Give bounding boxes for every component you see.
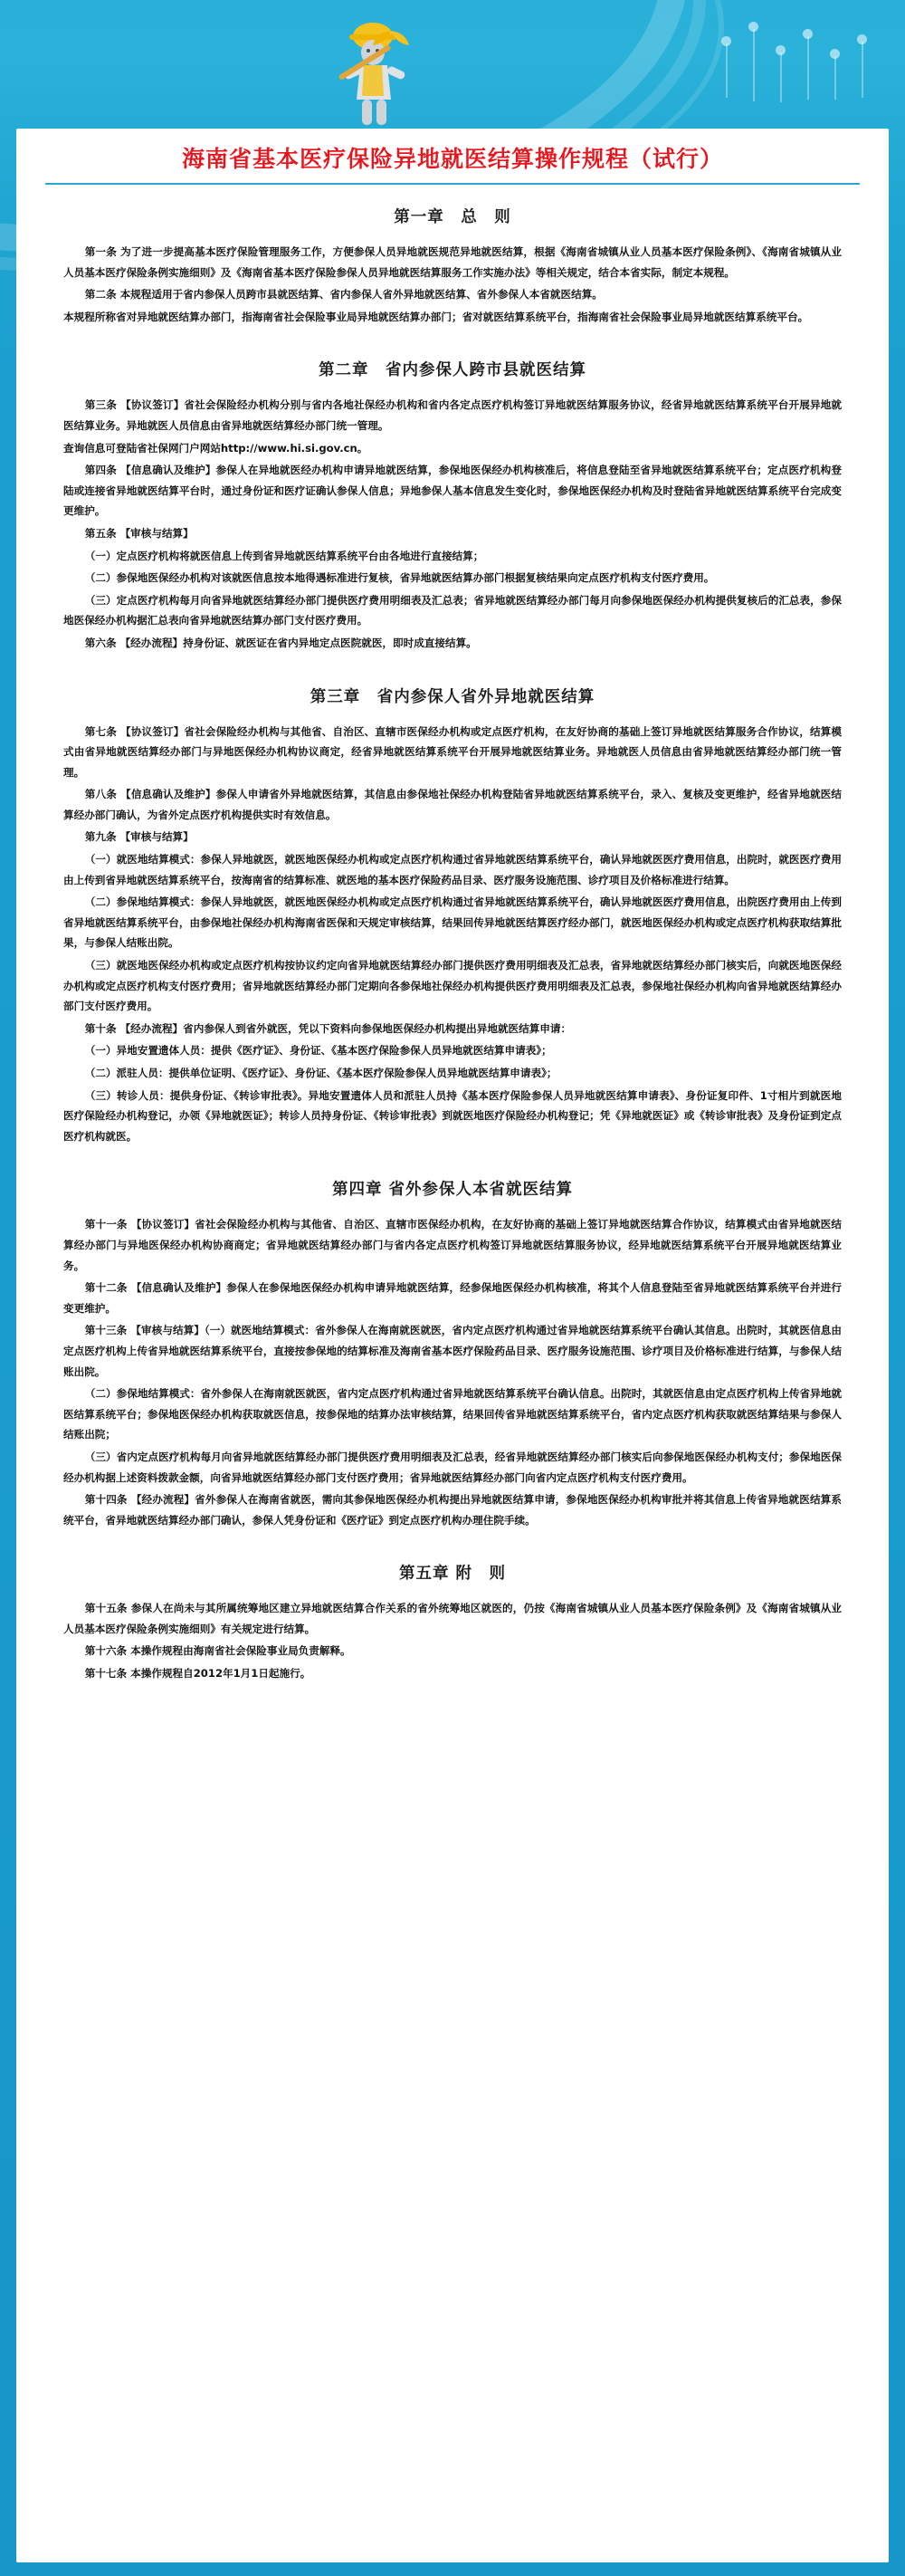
paragraph: （三）转诊人员：提供身份证、《转诊审批表》。异地安置遗体人员和派驻人员持《基本医疗保险参保人员异地就医结算申请表》、身份证复印件、1寸相片到就医地医疗保险经办机构登记，办领《异地就医证》；转诊人员持身份证、《转诊审批表》到就医地医疗保险经办机构登记；凭《异地就医证》或《转诊审批表》及身份证到定点医疗机构就医。 [63, 1088, 842, 1143]
paragraph: （一）就医地结算模式：参保人异地就医，就医地医保经办机构或定点医疗机构通过省异地就医结算系统平台，确认异地就医医疗费用信息，出院时，就医医疗费用由上传到省异地就医结算系统平台，按海南省的结算标准、就医地的基本医疗保险药品目录、医疗服务设施范围、诊疗项目及价格标准进行结算。 [63, 853, 842, 886]
title-block [16, 129, 889, 185]
paragraph: 第十七条 本操作规程自2012年1月1日起施行。 [84, 1667, 311, 1681]
paragraph: 第三条 【协议签订】省社会保险经办机构分别与省内各地社保经办机构和省内各定点医疗机构签订异地就医结算服务协议，经省异地就医结算系统平台开展异地就医结算业务。异地就医人员信息由省异地就医结算经办部门统一管理。 [63, 398, 842, 432]
paragraph: （三）就医地医保经办机构或定点医疗机构按协议约定向省异地就医结算经办部门提供医疗费用明细表及汇总表，省异地就医结算经办部门核实后，向就医地医保经办机构或定点医疗机构支付医疗费用；省异地就医结算经办部门定期向各参保地社保经办机构提供医疗费用明细表及汇总表，参保地社保经办机构向省异地就医结算经办部门支付医疗费用。 [63, 959, 842, 1013]
paragraph: 第二条 本规程适用于省内参保人员跨市县就医结算、省内参保人省外异地就医结算、省外参保人本省就医结算。 [84, 288, 603, 302]
chapter-heading-3: 第三章 省内参保人省外异地就医结算 [310, 687, 595, 706]
chapter-heading-2: 第二章 省内参保人跨市县就医结算 [319, 361, 586, 380]
paragraph: 第五条 【审核与结算】 [84, 526, 194, 540]
paragraph: 第十五条 参保人在尚未与其所属统筹地区建立异地就医结算合作关系的省外统筹地区就医的，仍按《海南省城镇从业人员基本医疗保险条例》及《海南省城镇从业人员基本医疗保险条例实施细则》有关规定进行结算。 [63, 1602, 842, 1635]
page-title: 海南省基本医疗保险异地就医结算操作规程（试行） [181, 146, 723, 172]
paragraph: 第十二条 【信息确认及维护】参保人在参保地医保经办机构申请异地就医结算，经参保地医保经办机构核准，将其个人信息登陆至省异地就医结算系统平台并进行变更维护。 [63, 1281, 842, 1315]
paragraph: 查询信息可登陆省社保网门户网站http://www.hi.si.gov.cn。 [63, 441, 368, 455]
construction-worker-mascot-icon [308, 16, 443, 127]
chapter-heading-5: 第五章 附 则 [398, 1565, 507, 1584]
paragraph: 第九条 【审核与结算】 [84, 830, 194, 844]
paragraph: （一）异地安置遗体人员：提供《医疗证》、身份证、《基本医疗保险参保人员异地就医结算申请表》； [84, 1044, 552, 1058]
paragraph: 第十条 【经办流程】省内参保人到省外就医，凭以下资料向参保地医保经办机构提出异地就医结算申请： [84, 1021, 572, 1035]
paragraph: 第四条 【信息确认及维护】参保人在异地就医经办机构申请异地就医结算，参保地医保经办机构核准后，将信息登陆至省异地就医结算系统平台；定点医疗机构登陆或连接省异地就医结算平台时，通过身份证和医疗证确认参保人信息；异地参保人基本信息发生变化时，参保地医保经办机构及时登陆省异地就医结算系统平台完成变更维护。 [63, 464, 842, 518]
paragraph: 第一条 为了进一步提高基本医疗保险管理服务工作，方便参保人员异地就医规范异地就医结算，根据《海南省城镇从业人员基本医疗保险条例》、《海南省城镇从业人员基本医疗保险条例实施细则》及《海南省基本医疗保险参保人员异地就医结算服务工作实施办法》等相关规定，结合本省实际，制定本规程。 [63, 245, 842, 279]
dot-grid-decoration [717, 16, 880, 116]
paragraph: 第八条 【信息确认及维护】参保人申请省外异地就医结算，其信息由参保地社保经办机构登陆省异地就医结算系统平台，录入、复核及变更维护，经省异地就医结算经办部门确认，为省外定点医疗机构提供实时有效信息。 [63, 788, 842, 821]
chapter-heading-4: 第四章 省外参保人本省就医结算 [331, 1181, 574, 1200]
paragraph: 第六条 【经办流程】持身份证、就医证在省内异地定点医院就医，即时成直接结算。 [84, 636, 477, 649]
chapter-heading-1: 第一章 总 则 [394, 208, 511, 226]
paragraph: （二）派驻人员：提供单位证明、《医疗证》、身份证、《基本医疗保险参保人员异地就医结算申请表》； [84, 1067, 557, 1079]
paragraph: 第十三条 【审核与结算】（一）就医地结算模式：省外参保人在海南就医就医，省内定点医疗机构通过省异地就医结算系统平台确认其信息。出院时，其就医信息由定点医疗机构上传省异地就医结算系统平台，直接按参保地的结算标准及海南省基本医疗保险药品目录、医疗服务设施范围、诊疗项目及价格标准进行结算，与参保人结账出院。 [63, 1324, 842, 1378]
title-divider [45, 183, 860, 185]
paragraph: （二）参保地医保经办机构对该就医信息按本地得遇标准进行复核，省异地就医结算办部门根据复核结果向定点医疗机构支付医疗费用。 [84, 571, 715, 585]
paragraph: （一）定点医疗机构将就医信息上传到省异地就医结算系统平台由各地进行直接结算； [84, 549, 484, 562]
paragraph: 第十一条 【协议签订】省社会保险经办机构与其他省、自治区、直辖市医保经办机构，在友好协商的基础上签订异地就医结算合作协议，结算模式由省异地就医结算经办部门与异地医保经办机构协商商定；省异地就医结算经办部门与省内各定点医疗机构签订异地就医结算服务协议，经异地就医结算系统平台开展异地就医结算业务。 [63, 1218, 842, 1272]
paragraph: 本规程所称省对异地就医结算办部门，指海南省社会保险事业局异地就医结算办部门；省对就医结算系统平台，指海南省社会保险事业局异地就医结算系统平台。 [63, 310, 809, 323]
paragraph: 第十四条 【经办流程】省外参保人在海南省就医，需向其参保地医保经办机构提出异地就医结算申请，参保地医保经办机构审批并将其信息上传省异地就医结算系统平台，省异地就医结算经办部门确认，参保人凭身份证和《医疗证》到定点医疗机构办理住院手续。 [63, 1493, 842, 1527]
paragraph: （二）参保地结算模式：参保人异地就医，就医地医保经办机构或定点医疗机构通过省异地就医结算系统平台，确认异地就医医疗费用信息，出院医疗费用由上传到省异地就医结算系统平台，由参保地社保经办机构海南省医保和天规定审核结算，结果回传异地就医结算医疗经办部门，就医地医保经办机构或定点医疗机构获取结算批果，与参保人结账出院。 [63, 895, 842, 950]
paragraph: （二）参保地结算模式：省外参保人在海南就医就医，省内定点医疗机构通过省异地就医结算系统平台确认信息。出院时，其就医信息由定点医疗机构上传省异地就医结算系统平台；参保地医保经办机构获取就医信息，按参保地的结算办法审核结算，结果回传省异地就医结算系统平台，省内定点医疗机构获取就医结算结果与参保人结账出院； [63, 1387, 842, 1441]
paragraph: 第七条 【协议签订】省社会保险经办机构与其他省、自治区、直辖市医保经办机构或定点医疗机构，在友好协商的基础上签订异地就医结算服务合作协议，结算模式由省异地就医结算经办部门与异地医保经办机构协议商定，经省异地就医结算系统平台开展异地就医结算业务。异地就医人员信息由省异地就医结算经办部门统一管理。 [63, 724, 842, 779]
document-body [16, 205, 889, 1684]
document-page [16, 129, 889, 2562]
paragraph: （三）定点医疗机构每月向省异地就医结算经办部门提供医疗费用明细表及汇总表；省异地就医结算经办部门每月向参保地医保经办机构提供复核后的汇总表，参保地医保经办机构据汇总表向省异地就医结算办部门支付医疗费用。 [63, 593, 842, 627]
paragraph: （三）省内定点医疗机构每月向省异地就医结算经办部门提供医疗费用明细表及汇总表，经省异地就医结算经办部门核实后向参保地医保经办机构支付；参保地医保经办机构据上述资料拨款金额，向省异地就医结算经办部门支付医疗费用；省异地就医结算经办部门向省内定点医疗机构支付医疗费用。 [63, 1450, 842, 1484]
paragraph: 第十六条 本操作规程由海南省社会保险事业局负责解释。 [84, 1644, 351, 1658]
